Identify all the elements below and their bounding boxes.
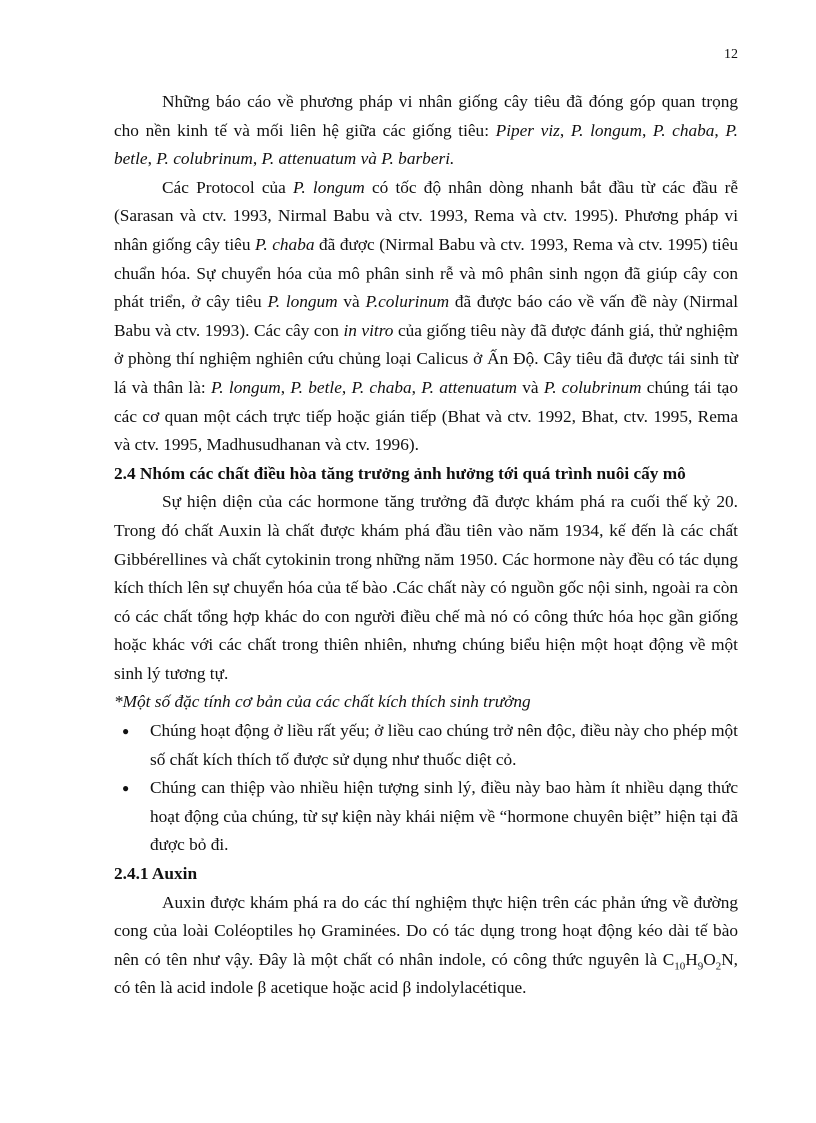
list-item: [122, 717, 738, 774]
formula-subscript: 9: [697, 960, 704, 973]
species-name: P. longum: [267, 292, 338, 312]
text-run: ,: [714, 120, 726, 140]
text-run: Những báo cáo về phương pháp vi nhân giống cây tiêu đã đóng góp quan trọng cho nền kinh tế và mối liên hệ giữa các giống tiêu:: [114, 92, 738, 140]
species-name: P. colubrinum: [156, 149, 253, 169]
text-run: có tốc độ nhân dòng nhanh bắt đầu từ các đầu rễ (Sarasan và ctv. 1993, Nirmal Babu và ctv. 1993, Rema và ctv. 1995). Phương pháp vi nhân giống cây tiêu: [114, 177, 738, 254]
bullet-icon: ●: [122, 724, 130, 739]
species-name: Piper viz: [495, 120, 560, 140]
document-body: [114, 88, 738, 1003]
text-run: đã được (Nirmal Babu và ctv. 1993, Rema và ctv. 1995) tiêu chuẩn hóa. Sự chuyển hóa của mô phân sinh rễ và mô phân sinh ngọn đã giúp cây con phát triển, ở cây tiêu: [114, 234, 739, 312]
characteristics-list: [114, 717, 738, 860]
species-name: P.colurinum: [365, 292, 450, 312]
text-run: và: [337, 292, 366, 312]
formula-subscript: 10: [674, 960, 686, 973]
bullet-icon: ●: [122, 781, 130, 796]
text-run: ,: [280, 377, 291, 397]
text-run: ,: [147, 149, 157, 169]
text-run: của giống tiêu này đã được đánh giá, thử nghiệm ở phòng thí nghiệm nghiên cứu chủng loại Calicus ở Ấn Độ. Cây tiêu đã được tái sinh từ lá và thân là:: [114, 320, 738, 397]
text-run: và: [516, 377, 544, 397]
sub-note-heading: *Một số đặc tính cơ bản của các chất kích thích sinh trưởng: [114, 692, 531, 712]
section-heading-2-4: 2.4 Nhóm các chất điều hòa tăng trưởng ảnh hưởng tới quá trình nuôi cấy mô: [114, 463, 686, 483]
paragraph-pepper-micropropagation: [114, 88, 738, 174]
formula-element: C: [662, 949, 675, 969]
species-name: P. colubrinum: [543, 377, 642, 397]
text-run: đã được báo cáo về vấn đề này (Nirmal Babu và ctv. 1993). Các cây con: [114, 292, 739, 340]
text-run: Auxin được khám phá ra do các thí nghiệm thực hiện trên các phản ứng về đường cong của loài Coléoptiles họ Graminées. Do có tác dụng trong hoạt động kéo dài tế bào nên có tên như vậy. Đây là một chất có nhân indole, có công thức nguyên là: [114, 892, 738, 969]
list-item-text: Chúng can thiệp vào nhiều hiện tượng sinh lý, điều này bao hàm ít nhiều dạng thức hoạt động của chúng, từ sự kiện này khái niệm về “hormone chuyên biệt” hiện tại đã được bỏ đi.: [150, 778, 738, 855]
species-name: P. longum: [210, 377, 281, 397]
text-run: , có tên là acid indole β acetique hoặc acid β indolylacétique.: [114, 949, 738, 998]
text-run: ,: [411, 377, 422, 397]
text-run: chúng tái tạo các cơ quan một cách trực tiếp hoặc gián tiếp (Bhat và ctv. 1992, Bhat, ctv. 1995, Rema và ctv. 1995, Madhusudhanan và ctv. 1996).: [114, 377, 738, 455]
text-run: Các Protocol của: [162, 177, 294, 197]
formula-subscript: 2: [715, 960, 722, 973]
species-name: P. attenuatum: [421, 377, 517, 397]
formula-element: O: [703, 949, 716, 969]
species-name: P. longum: [293, 177, 365, 197]
species-name: P. betle: [290, 377, 342, 397]
section-heading-2-4-1: 2.4.1 Auxin: [114, 864, 198, 884]
species-name: P. longum: [570, 120, 642, 140]
latin-term: in vitro: [343, 320, 394, 340]
paragraph-hormones: Sự hiện diện của các hormone tăng trưởng đã được khám phá ra cuối thế kỷ 20. Trong đó chất Auxin là chất được khám phá đầu tiên vào năm 1934, kế đến là các chất Gibbérellines và chất cytokinin trong những năm 1950. Các hormone này đều có tác dụng kích thích lên sự chuyển hóa của tế bào .Các chất này có nguồn gốc nội sinh, ngoài ra còn có các chất tổng hợp khác do con người điều chế mà nó có công thức hóa học gần giống hoặc khác với các chất trong thiên nhiên, nhưng chúng biểu hiện một hoạt động về một sinh lý tương tự.: [114, 492, 738, 683]
text-run: ,: [252, 149, 262, 169]
paragraph-auxin: [114, 889, 738, 1003]
species-name: P. chaba: [351, 377, 412, 397]
page-number: 12: [724, 47, 738, 62]
text-run: ,: [341, 377, 352, 397]
species-name: P. attenuatum và P. barberi.: [261, 149, 455, 169]
species-name: P. chaba: [255, 234, 315, 254]
species-name: P. chaba: [652, 120, 715, 140]
formula-element: H: [685, 949, 698, 969]
paragraph-protocols: [114, 174, 738, 460]
list-item: [122, 774, 738, 860]
text-run: ,: [641, 120, 653, 140]
formula-element: N: [721, 949, 734, 969]
chemical-formula: [662, 949, 734, 973]
list-item-text: Chúng hoạt động ở liều rất yếu; ở liều cao chúng trở nên độc, điều này cho phép một số chất kích thích tố được sử dụng như thuốc diệt cỏ.: [150, 721, 738, 769]
text-run: ,: [559, 120, 571, 140]
species-name: P. betle: [114, 120, 739, 169]
